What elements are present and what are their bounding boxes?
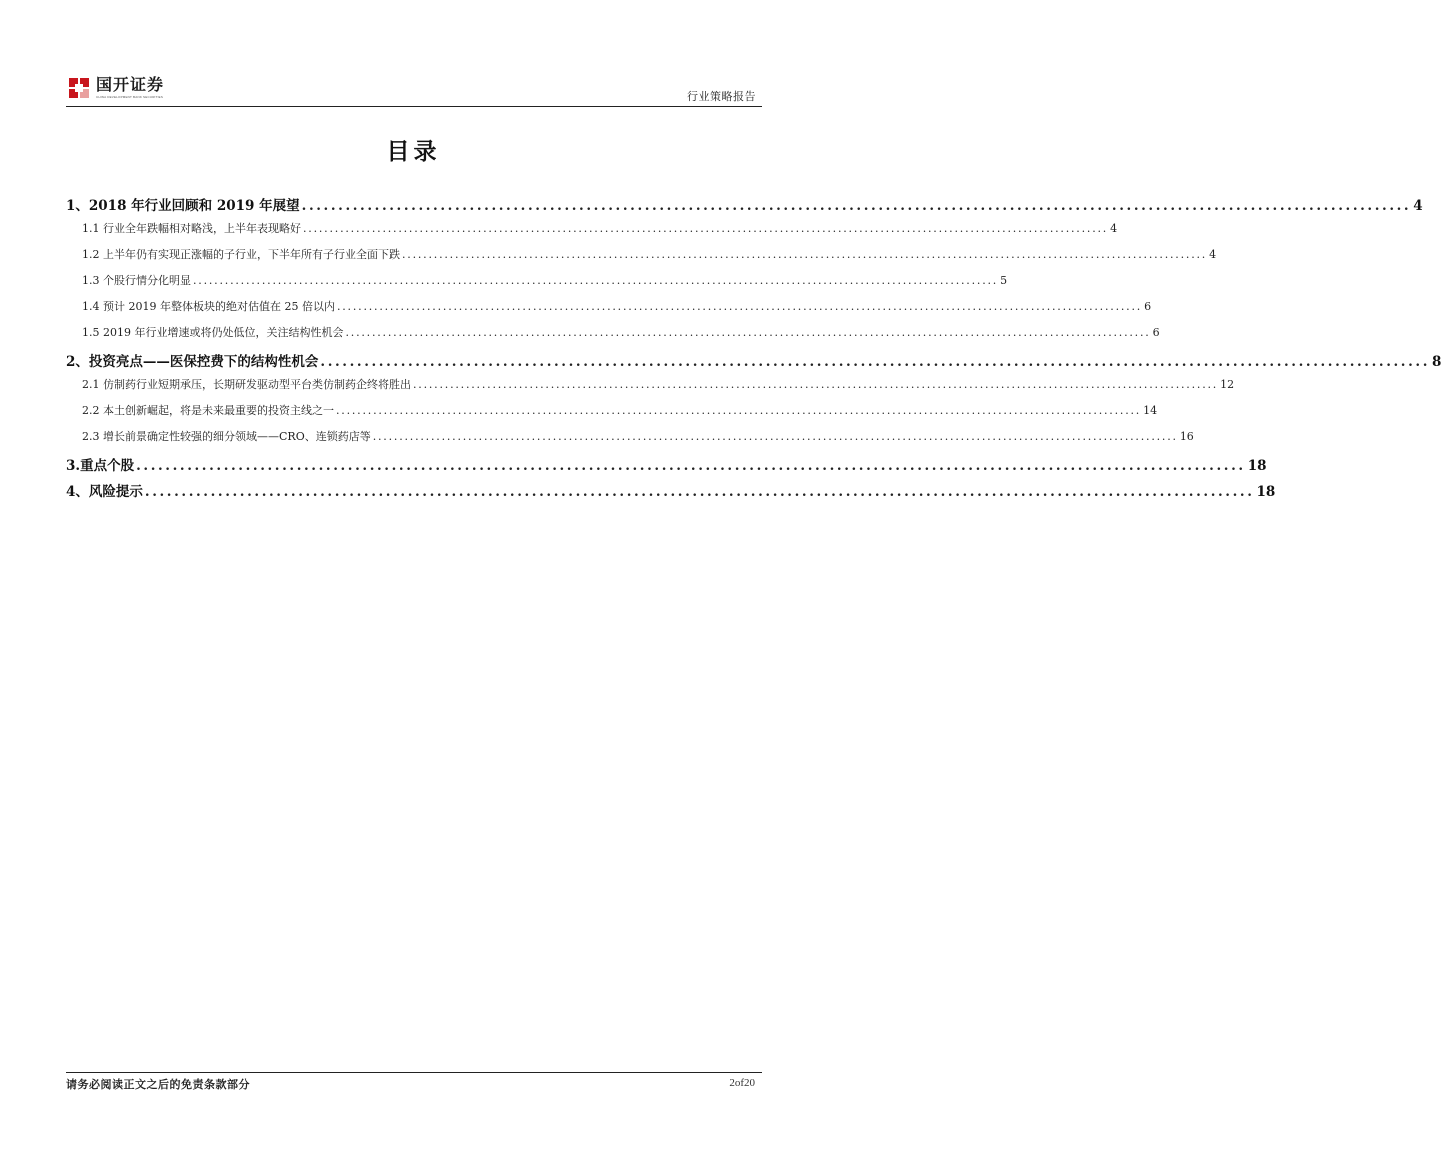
toc-entry-label: 1.4 预计 2019 年整体板块的绝对估值在 25 倍以内 [82, 300, 335, 313]
page-header [66, 76, 762, 106]
toc-leader-dots: ........................................................................................................................................................ [301, 198, 1412, 214]
toc-entry-page: 16 [1179, 430, 1194, 443]
toc-leader-dots: ........................................................................................................................................................ [336, 404, 1142, 417]
toc-entry-page: 8 [1432, 354, 1441, 370]
toc-leader-dots: ........................................................................................................................................................ [413, 378, 1219, 391]
company-logo-icon [69, 78, 89, 98]
toc-entry[interactable] [66, 220, 1118, 246]
toc-entry-page: 18 [1247, 458, 1267, 474]
toc-entry[interactable] [66, 454, 1267, 480]
toc-leader-dots: ........................................................................................................................................................ [336, 300, 1143, 313]
toc-entry[interactable] [66, 272, 1008, 298]
toc-title: 目录 [386, 138, 441, 165]
toc-leader-dots: ........................................................................................................................................................ [320, 354, 1430, 370]
toc-entry-page: 4 [1209, 248, 1217, 261]
toc-entry-page: 18 [1256, 484, 1276, 500]
toc-entry[interactable] [66, 324, 1160, 350]
toc-entry-label: 1.5 2019 年行业增速或将仍处低位，关注结构性机会 [82, 326, 344, 339]
toc-entry-label: 2.3 增长前景确定性较强的细分领域——CRO、连锁药店等 [82, 430, 371, 443]
report-type: 行业策略报告 [687, 90, 756, 103]
toc-entry[interactable] [66, 402, 1158, 428]
toc-entry[interactable] [66, 480, 1276, 506]
toc-entry-label: 1.1 行业全年跌幅相对略浅，上半年表现略好 [82, 222, 301, 235]
toc-entry-label: 1.2 上半年仍有实现正涨幅的子行业，下半年所有子行业全面下跌 [82, 248, 400, 261]
toc-entry[interactable] [66, 350, 1441, 376]
toc-entry[interactable] [66, 298, 1152, 324]
toc-leader-dots: ........................................................................................................................................................ [402, 248, 1208, 261]
toc-entry-label: 2.1 仿制药行业短期承压，长期研发驱动型平台类仿制药企终将胜出 [82, 378, 411, 391]
company-english-name: CHINA DEVELOPMENT BANK SECURITIES [96, 95, 164, 99]
toc-entry-page: 14 [1143, 404, 1158, 417]
footer-divider [66, 1072, 762, 1073]
toc-entry-label: 2、投资亮点——医保控费下的结构性机会 [66, 354, 319, 370]
toc-entry-page: 5 [1000, 274, 1008, 287]
toc-entry-page: 6 [1152, 326, 1160, 339]
toc-leader-dots: ........................................................................................................................................................ [144, 484, 1255, 500]
toc-entry-label: 1、2018 年行业回顾和 2019 年展望 [66, 198, 300, 214]
toc-entry[interactable] [66, 246, 1217, 272]
company-name: 国开证券 [96, 75, 165, 94]
disclaimer-note: 请务必阅读正文之后的免责条款部分 [66, 1078, 250, 1091]
toc-entry-label: 1.3 个股行情分化明显 [82, 274, 191, 287]
toc-entry-page: 4 [1110, 222, 1118, 235]
toc-entry-page: 12 [1220, 378, 1235, 391]
toc-entry-page: 4 [1413, 198, 1423, 214]
toc-entry[interactable] [66, 194, 1423, 220]
toc-leader-dots: ........................................................................................................................................................ [136, 458, 1246, 474]
toc-leader-dots: ........................................................................................................................................................ [372, 430, 1178, 443]
toc-entry[interactable] [66, 376, 1235, 402]
toc-leader-dots: ........................................................................................................................................................ [303, 222, 1109, 235]
toc-entry-label: 2.2 本土创新崛起，将是未来最重要的投资主线之一 [82, 404, 334, 417]
page-number: 2of20 [729, 1077, 755, 1089]
toc-entry-label: 3.重点个股 [66, 458, 135, 474]
toc-entry[interactable] [66, 428, 1194, 454]
table-of-contents [66, 194, 1441, 506]
toc-entry-page: 6 [1144, 300, 1152, 313]
toc-leader-dots: ........................................................................................................................................................ [193, 274, 999, 287]
toc-entry-label: 4、风险提示 [66, 484, 143, 500]
toc-leader-dots: ........................................................................................................................................................ [345, 326, 1151, 339]
header-divider [66, 106, 762, 107]
